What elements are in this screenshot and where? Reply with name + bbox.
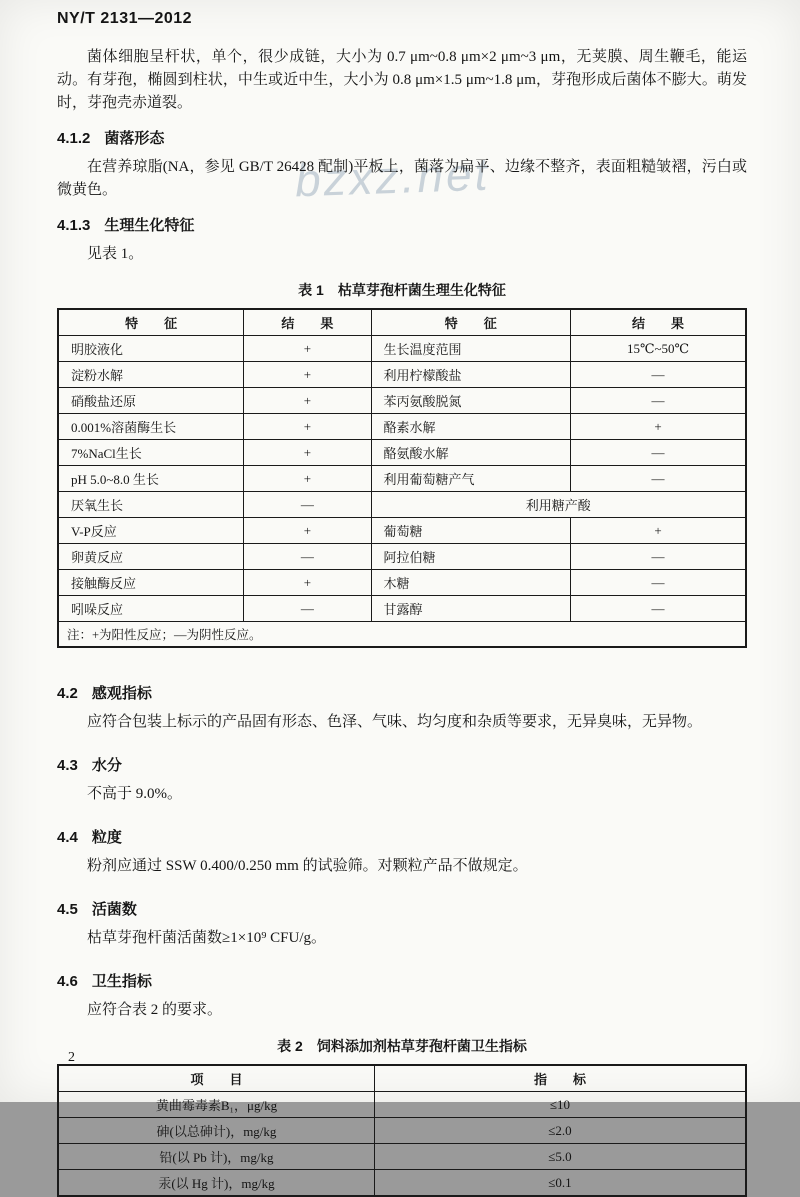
table1 [57,308,747,648]
section-title: 感观指标 [91,685,152,702]
table-cell: 酪素水解 [371,414,571,440]
table-cell: — [244,492,371,518]
section-title: 水分 [91,757,122,774]
table-cell: + [244,336,371,362]
section-4-6-heading [57,970,747,991]
table2-header-value: 指 标 [374,1065,746,1092]
section-title: 菌落形态 [104,130,165,147]
section-title: 粒度 [91,829,122,846]
table-cell: ≤5.0 [374,1144,746,1170]
table-cell: ≤10 [374,1092,746,1118]
table2-caption: 表 2 饲料添加剂枯草芽孢杆菌卫生指标 [277,1038,527,1054]
doc-number: NY/T 2131—2012 [57,10,193,27]
table-cell: — [571,440,746,466]
table-cell: 厌氧生长 [58,492,244,518]
table-cell: — [244,544,371,570]
table-cell: 黄曲霉毒素B₁，μg/kg [58,1092,374,1118]
table-cell: 利用柠檬酸盐 [371,362,571,388]
section-4-1-2-heading [57,127,747,148]
table-row [58,596,746,622]
table-cell: 淀粉水解 [58,362,244,388]
table1-header-result-right: 结 果 [571,309,746,336]
section-4-5-body: 枯草芽孢杆菌活菌数≥1×10⁹ CFU/g。 [87,930,327,946]
section-4-1-3-body: 见表 1。 [87,246,144,262]
table2 [57,1064,747,1197]
section-4-3-heading [57,754,747,775]
table-cell: + [244,414,371,440]
section-4-4-body: 粉剂应通过 SSW 0.400/0.250 mm 的试验筛。对颗粒产品不做规定。 [87,858,528,874]
table-row [58,336,746,362]
table-cell: — [571,388,746,414]
table-cell: 卵黄反应 [58,544,244,570]
section-4-1-2-body: 在营养琼脂(NA，参见 GB/T 26428 配制)平板上，菌落为扁平、边缘不整齐，表面粗糙皱褶，污白或微黄色。 [57,159,747,198]
table-cell: + [244,388,371,414]
table-row [58,440,746,466]
table-cell: 铅(以 Pb 计)，mg/kg [58,1144,374,1170]
table-cell: 利用糖产酸 [371,492,746,518]
table-row [58,362,746,388]
section-title: 生理生化特征 [104,217,195,234]
table-cell: 15℃~50℃ [571,336,746,362]
section-4-3-body: 不高于 9.0%。 [87,786,182,802]
table1-note: 注：+为阳性反应；—为阴性反应。 [58,622,746,648]
section-number: 4.1.2 [57,130,91,147]
table-cell: 0.001%溶菌酶生长 [58,414,244,440]
table-cell: 接触酶反应 [58,570,244,596]
section-4-5-heading [57,898,747,919]
table-cell: — [571,596,746,622]
table-cell: + [571,414,746,440]
table-row [58,414,746,440]
table-cell: ≤2.0 [374,1118,746,1144]
table-cell: + [244,570,371,596]
table-cell: ≤0.1 [374,1170,746,1197]
table-cell: 生长温度范围 [371,336,571,362]
table-row [58,466,746,492]
table1-header-result-left: 结 果 [244,309,371,336]
table2-header-row [58,1065,746,1092]
section-4-2-heading [57,682,747,703]
table-row [58,1170,746,1197]
table-cell: — [244,596,371,622]
table-cell: — [571,362,746,388]
section-number: 4.5 [57,901,78,918]
table-cell: — [571,570,746,596]
table-cell: 葡萄糖 [371,518,571,544]
section-number: 4.3 [57,757,78,774]
section-number: 4.6 [57,973,78,990]
section-4-2-body: 应符合包装上标示的产品固有形态、色泽、气味、均匀度和杂质等要求，无异臭味，无异物。 [87,714,703,730]
section-number: 4.4 [57,829,78,846]
table-cell: 7%NaCl生长 [58,440,244,466]
table-cell: 明胶液化 [58,336,244,362]
section-4-1-3-heading [57,214,747,235]
table-cell: + [571,518,746,544]
section-number: 4.2 [57,685,78,702]
table1-header-feature-left: 特 征 [58,309,244,336]
table-cell: 汞(以 Hg 计)，mg/kg [58,1170,374,1197]
table-cell: + [244,362,371,388]
section-title: 卫生指标 [91,973,152,990]
section-4-6-body: 应符合表 2 的要求。 [87,1002,223,1018]
table-row [58,570,746,596]
table2-header-item: 项 目 [58,1065,374,1092]
table1-body [58,336,746,622]
table1-header-feature-right: 特 征 [371,309,571,336]
table-cell: + [244,466,371,492]
table-cell: 阿拉伯糖 [371,544,571,570]
table-cell: + [244,518,371,544]
table-cell: 砷(以总砷计)，mg/kg [58,1118,374,1144]
paragraph-morphology: 菌体细胞呈杆状，单个，很少成链，大小为 0.7 μm~0.8 μm×2 μm~3 μm，无荚膜、周生鞭毛，能运动。有芽孢，椭圆到柱状，中生或近中生，大小为 0.8 μm×1.5 μm~1.8 μm，芽孢形成后菌体不膨大。萌发时，芽孢壳赤道裂。 [57,49,747,111]
table-cell: V-P反应 [58,518,244,544]
table1-note-row [58,622,746,648]
table-cell: 吲哚反应 [58,596,244,622]
table-cell: + [244,440,371,466]
table-row [58,1144,746,1170]
table-row [58,1092,746,1118]
table-cell: 利用葡萄糖产气 [371,466,571,492]
table1-caption: 表 1 枯草芽孢杆菌生理生化特征 [298,282,506,298]
table-cell: pH 5.0~8.0 生长 [58,466,244,492]
table-row [58,388,746,414]
table-row [58,492,746,518]
table-row [58,544,746,570]
section-4-4-heading [57,826,747,847]
page-number: 2 [68,1050,75,1065]
table-cell: 酪氨酸水解 [371,440,571,466]
table-cell: 木糖 [371,570,571,596]
table1-header-row [58,309,746,336]
table2-body [58,1092,746,1197]
document-content [57,8,747,1197]
table-row [58,518,746,544]
section-number: 4.1.3 [57,217,91,234]
table-cell: — [571,466,746,492]
table-cell: 硝酸盐还原 [58,388,244,414]
watermark: bzxz.net [294,147,492,207]
section-title: 活菌数 [91,901,137,918]
table-row [58,1118,746,1144]
table-cell: 甘露醇 [371,596,571,622]
table-cell: 苯丙氨酸脱氮 [371,388,571,414]
table-cell: — [571,544,746,570]
